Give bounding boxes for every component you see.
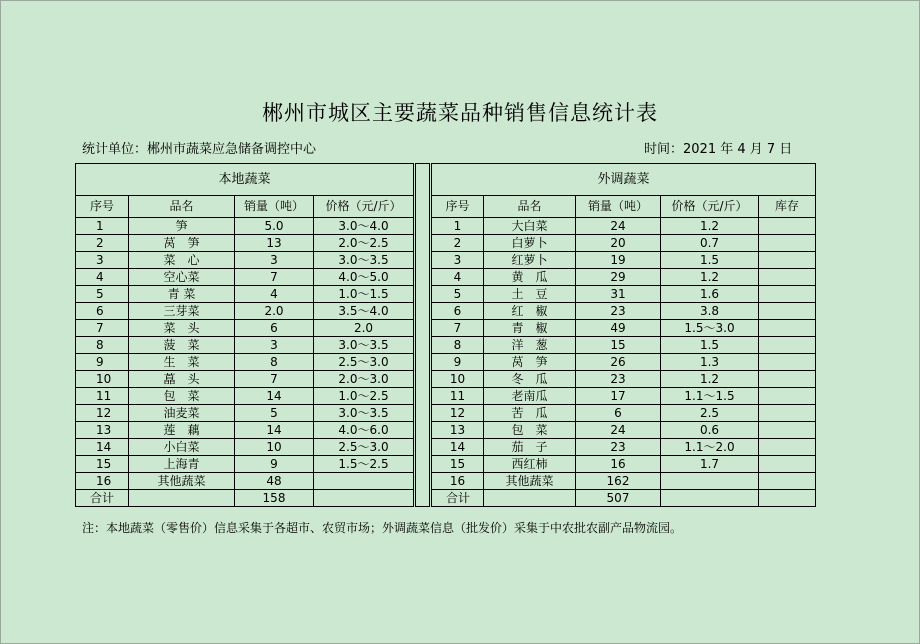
row-imported-volume: 162 [576,473,661,490]
row-imported-price: 0.6 [661,422,759,439]
row-local-name: 三芽菜 [129,303,235,320]
row-imported-stock [759,456,816,473]
footnote: 注：本地蔬菜（零售价）信息采集于各超市、农贸市场；外调蔬菜信息（批发价）采集于中农批农副产品物流园。 [82,521,683,535]
row-imported-no: 5 [431,286,484,303]
row-imported-name: 苦 瓜 [484,405,576,422]
row-imported-no: 8 [431,337,484,354]
table-row [76,235,816,252]
row-local-volume: 2.0 [235,303,314,320]
row-local-no: 5 [76,286,129,303]
table-row [76,286,816,303]
row-imported-volume: 31 [576,286,661,303]
row-imported-volume: 17 [576,388,661,405]
local-vegetables-header: 本地蔬菜 [76,164,415,196]
table-row [76,422,816,439]
row-local-volume: 13 [235,235,314,252]
row-local-no: 16 [76,473,129,490]
row-imported-name: 莴 笋 [484,354,576,371]
column-header-row [76,196,816,218]
row-imported-name: 包 菜 [484,422,576,439]
row-local-name: 藠 头 [129,371,235,388]
total-label-local: 合计 [76,490,129,507]
row-imported-name: 大白菜 [484,218,576,235]
row-local-price: 1.0～1.5 [314,286,415,303]
row-local-no: 3 [76,252,129,269]
row-local-no: 12 [76,405,129,422]
table-row [76,252,816,269]
row-imported-stock [759,252,816,269]
table-divider [415,196,431,218]
row-imported-no: 14 [431,439,484,456]
table-row [76,473,816,490]
table-divider [415,252,431,269]
row-imported-price: 1.5 [661,252,759,269]
row-local-volume: 9 [235,456,314,473]
row-local-volume: 10 [235,439,314,456]
row-imported-no: 11 [431,388,484,405]
row-imported-stock [759,286,816,303]
row-local-no: 9 [76,354,129,371]
table-row [76,320,816,337]
table-divider [415,371,431,388]
row-local-no: 7 [76,320,129,337]
vegetable-sales-table [75,163,816,507]
row-local-name: 笋 [129,218,235,235]
row-imported-name: 土 豆 [484,286,576,303]
col-header-no: 序号 [431,196,484,218]
row-imported-no: 3 [431,252,484,269]
row-imported-price: 1.6 [661,286,759,303]
row-local-volume: 5.0 [235,218,314,235]
table-row [76,456,816,473]
row-local-volume: 3 [235,252,314,269]
row-local-price: 3.5～4.0 [314,303,415,320]
row-imported-stock [759,320,816,337]
row-imported-name: 青 椒 [484,320,576,337]
row-local-name: 菠 菜 [129,337,235,354]
row-imported-name: 茄 子 [484,439,576,456]
row-imported-price [661,473,759,490]
report-date: 时间：2021 年 4 月 7 日 [644,142,793,157]
row-imported-volume: 23 [576,371,661,388]
row-local-no: 2 [76,235,129,252]
total-empty [484,490,576,507]
row-local-price: 3.0～3.5 [314,337,415,354]
row-local-price: 1.5～2.5 [314,456,415,473]
row-imported-stock [759,371,816,388]
row-local-price: 2.0～3.0 [314,371,415,388]
table-row [76,269,816,286]
row-local-name: 莲 藕 [129,422,235,439]
table-row [76,303,816,320]
row-imported-name: 洋 葱 [484,337,576,354]
row-imported-price: 1.5～3.0 [661,320,759,337]
table-row [76,337,816,354]
row-imported-stock [759,354,816,371]
row-imported-volume: 23 [576,303,661,320]
row-imported-stock [759,218,816,235]
row-local-name: 菜 心 [129,252,235,269]
row-imported-no: 15 [431,456,484,473]
row-local-price: 3.0～4.0 [314,218,415,235]
row-imported-no: 2 [431,235,484,252]
row-imported-volume: 26 [576,354,661,371]
row-imported-price: 1.1～1.5 [661,388,759,405]
reporting-unit: 统计单位：郴州市蔬菜应急储备调控中心 [82,142,317,157]
row-local-price: 2.0～2.5 [314,235,415,252]
row-local-name: 上海青 [129,456,235,473]
total-empty [759,490,816,507]
table-divider [415,473,431,490]
table-row [76,354,816,371]
row-imported-name: 西红柿 [484,456,576,473]
row-local-price: 3.0～3.5 [314,405,415,422]
row-imported-stock [759,235,816,252]
row-imported-stock [759,405,816,422]
table-row [76,371,816,388]
row-imported-volume: 20 [576,235,661,252]
row-imported-price: 0.7 [661,235,759,252]
col-header-name: 品名 [484,196,576,218]
row-imported-name: 红 椒 [484,303,576,320]
col-header-volume: 销量（吨） [576,196,661,218]
table-divider [415,354,431,371]
row-imported-price: 2.5 [661,405,759,422]
table-divider [415,422,431,439]
col-header-name: 品名 [129,196,235,218]
row-imported-stock [759,303,816,320]
row-imported-stock [759,473,816,490]
table-row [76,388,816,405]
total-label-imported: 合计 [431,490,484,507]
col-header-volume: 销量（吨） [235,196,314,218]
row-local-volume: 8 [235,354,314,371]
row-local-name: 小白菜 [129,439,235,456]
table-divider [415,337,431,354]
row-imported-no: 16 [431,473,484,490]
table-divider [415,286,431,303]
table-row [76,405,816,422]
row-imported-volume: 15 [576,337,661,354]
row-imported-no: 7 [431,320,484,337]
row-local-price: 2.5～3.0 [314,439,415,456]
row-local-no: 10 [76,371,129,388]
table-divider [415,405,431,422]
row-local-no: 8 [76,337,129,354]
table-divider [415,269,431,286]
total-empty [314,490,415,507]
total-local-volume: 158 [235,490,314,507]
row-imported-volume: 6 [576,405,661,422]
row-imported-name: 冬 瓜 [484,371,576,388]
row-local-no: 15 [76,456,129,473]
row-local-price: 2.0 [314,320,415,337]
row-local-price [314,473,415,490]
table-divider [415,235,431,252]
page-title: 郴州市城区主要蔬菜品种销售信息统计表 [262,101,658,125]
table-row [76,439,816,456]
row-imported-name: 红萝卜 [484,252,576,269]
row-imported-stock [759,388,816,405]
col-header-price: 价格（元/斤） [661,196,759,218]
row-local-volume: 4 [235,286,314,303]
row-local-price: 1.0～2.5 [314,388,415,405]
row-local-price: 3.0～3.5 [314,252,415,269]
table-divider [415,439,431,456]
row-local-name: 菜 头 [129,320,235,337]
row-local-volume: 6 [235,320,314,337]
table-row [76,218,816,235]
row-local-price: 4.0～6.0 [314,422,415,439]
row-imported-volume: 24 [576,218,661,235]
row-imported-volume: 16 [576,456,661,473]
row-local-volume: 14 [235,388,314,405]
total-empty [129,490,235,507]
row-local-name: 生 菜 [129,354,235,371]
row-local-no: 1 [76,218,129,235]
row-imported-stock [759,422,816,439]
col-header-no: 序号 [76,196,129,218]
row-local-name: 青 菜 [129,286,235,303]
row-imported-price: 1.5 [661,337,759,354]
row-imported-price: 1.7 [661,456,759,473]
row-local-price: 2.5～3.0 [314,354,415,371]
row-local-volume: 7 [235,371,314,388]
row-imported-volume: 23 [576,439,661,456]
row-local-volume: 48 [235,473,314,490]
total-empty [661,490,759,507]
row-imported-name: 白萝卜 [484,235,576,252]
row-local-volume: 14 [235,422,314,439]
row-local-name: 油麦菜 [129,405,235,422]
table-divider [415,303,431,320]
row-imported-volume: 29 [576,269,661,286]
row-imported-no: 10 [431,371,484,388]
row-local-volume: 5 [235,405,314,422]
row-imported-no: 12 [431,405,484,422]
row-imported-price: 1.3 [661,354,759,371]
row-imported-name: 老南瓜 [484,388,576,405]
row-local-name: 空心菜 [129,269,235,286]
table-divider [415,218,431,235]
table-divider [415,388,431,405]
row-imported-name: 其他蔬菜 [484,473,576,490]
total-imported-volume: 507 [576,490,661,507]
table-divider [415,490,431,507]
row-imported-volume: 24 [576,422,661,439]
row-local-volume: 7 [235,269,314,286]
row-local-no: 4 [76,269,129,286]
row-imported-no: 13 [431,422,484,439]
row-local-no: 13 [76,422,129,439]
row-local-name: 包 菜 [129,388,235,405]
row-imported-price: 1.1～2.0 [661,439,759,456]
row-imported-stock [759,439,816,456]
section-header-row [76,164,816,196]
row-local-no: 11 [76,388,129,405]
imported-vegetables-header: 外调蔬菜 [431,164,816,196]
row-imported-no: 1 [431,218,484,235]
row-imported-price: 3.8 [661,303,759,320]
table-divider [415,320,431,337]
row-imported-price: 1.2 [661,371,759,388]
row-imported-volume: 49 [576,320,661,337]
row-imported-stock [759,337,816,354]
row-imported-name: 黄 瓜 [484,269,576,286]
row-local-volume: 3 [235,337,314,354]
row-imported-no: 4 [431,269,484,286]
row-imported-no: 6 [431,303,484,320]
row-imported-price: 1.2 [661,269,759,286]
table-divider [415,456,431,473]
row-imported-price: 1.2 [661,218,759,235]
row-local-no: 14 [76,439,129,456]
total-row [76,490,816,507]
row-imported-volume: 19 [576,252,661,269]
row-local-price: 4.0～5.0 [314,269,415,286]
col-header-stock: 库存 [759,196,816,218]
row-local-name: 莴 笋 [129,235,235,252]
col-header-price: 价格（元/斤） [314,196,415,218]
row-imported-no: 9 [431,354,484,371]
row-local-no: 6 [76,303,129,320]
row-local-name: 其他蔬菜 [129,473,235,490]
row-imported-stock [759,269,816,286]
table-divider [415,164,431,196]
